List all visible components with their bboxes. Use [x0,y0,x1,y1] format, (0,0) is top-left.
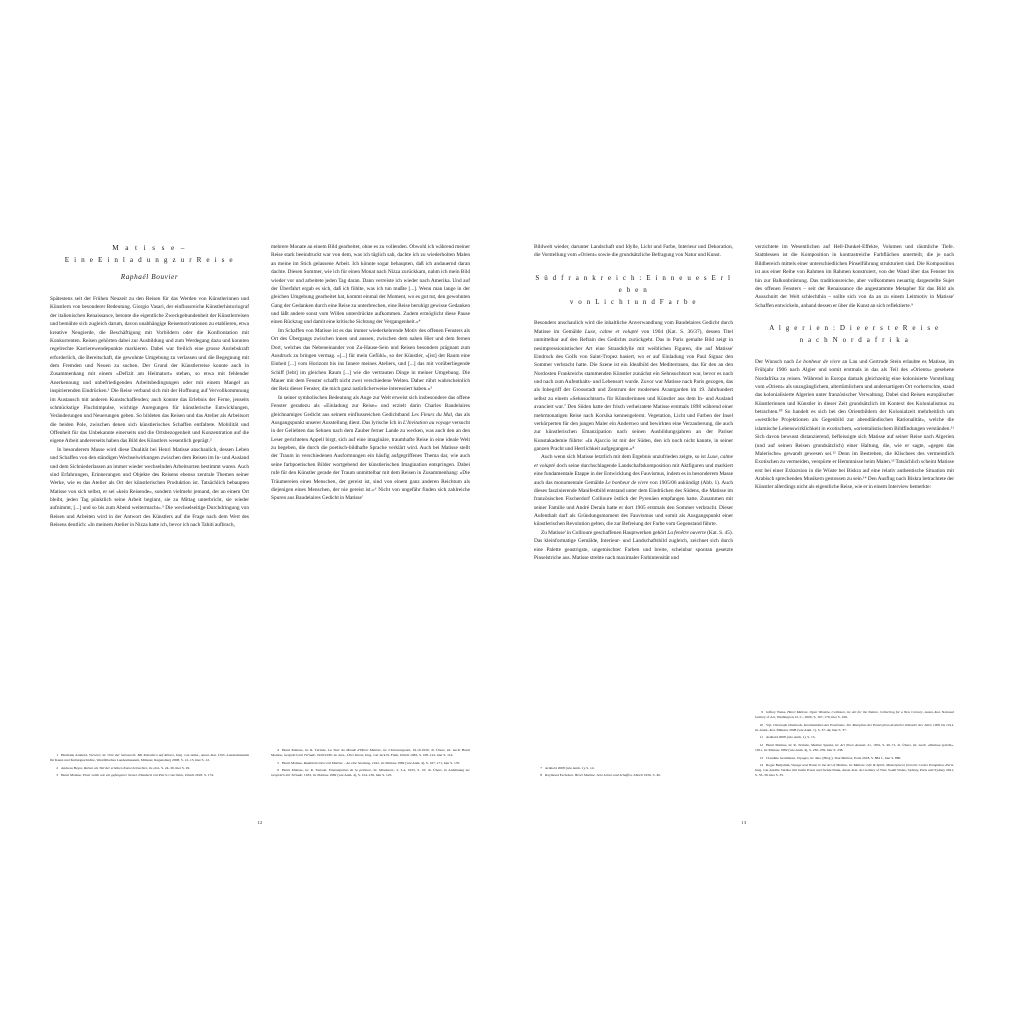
page-right-columns [534,243,954,763]
footnote-text: Arnhold 2008 (wie Anm. 1), S. 15. [766,735,816,740]
page-left-columns [50,243,470,763]
article-title-line-1: M a t i s s e – [112,244,187,252]
footnote-number: 13 [759,755,763,760]
footnote [755,735,954,740]
footnote-text: Arnhold 2008 (wie Anm. 1), S. 14. [545,765,595,770]
footnote-number: 7 [540,765,542,770]
page-number-right: 13 [741,820,747,825]
page-number-left: 12 [257,820,263,825]
page-left [50,243,470,825]
footnote-text: Andreas Beyer, Reisen als Teil der schönen Kunst betrachtet, in: ebd., S. 24–30, hier S. 29. [61,765,191,770]
section-heading-line-1: S ü d f r a n k r e i c h : E i n n e u e s E r l e b e n [535,273,732,294]
paragraph: mehrere Monate an einem Bild gearbeitet, ohne es zu vollenden. Obwohl ich während meiner Reise stark beeindruckt war von dem, was ich täglich sah, dachte ich zu wiederholten Malen an meine im Stich gelassene Arbeit. Ich könnte sogar behaupten, daß ich andauernd daran dachte. Diesen Sommer, wie ich für einen Monat nach Nizza zurückkam, nahm ich mein Bild wieder vor und arbeitete jeden Tag daran. Dann verreiste ich wieder nach Amerika. Und auf der Überfahrt ergab es sich, daß ich fühlte, was ich tun mußte [...]. Wenn man lange in der gleichen Umgebung gearbeitet hat, kommt einmal der Moment, wo es gut tut, den gewohnten Gang der Gedanken durch eine Reise zu unterbrechen, eine Reise beruhigt gewisse Gedanken und läßt andere sonst vom Willen unterdrückte aufkommen. Zudem ermöglicht diese Pause einen Rückzug und damit eine kritische Sichtung der Vergangenheit.»⁴ [271,244,470,326]
footnote-number: 12 [759,743,763,748]
paragraph: verzichtete im Wesentlichen auf Hell-Dunkel-Effekte, Volumen und räumliche Tiefe. Stattdessen ist die Komposition in kontrastreiche Farbflächen unterteilt, die je nach Bildbereich mittels einer unterschiedlichen Pinselführung strukturiert sind. Die Komposition ist aus einer Reihe von Rahmen im Rahmen konstruiert, von der Wand über das Fenster bis hin zur Balkonbrüstung. Das traditionsreiche, aber vollkommen neuartig dargestellte Sujet des offenen Fensters – seit der Renaissance die angestammte Metapher für das Bild als Ausschnitt der Welt schlechthin – sollte sich von da an zu einem Leitmotiv in Matisse' Schaffen entwickeln, anhand dessen er über die Kunst an sich reflektierte.⁹ [755,244,954,309]
section-heading-south-france [534,273,733,309]
footnote [755,723,954,733]
footnote-number: 4 [277,748,279,753]
page-right-column-1 [534,243,733,562]
footnotes-left-column-1 [50,753,249,781]
section-heading-line-2: v o n L i c h t u n d F a r b e [569,297,698,306]
footnote [50,773,249,778]
paragraph: Der Wunsch nach Le bonheur de vivre an Lau und Gertrude Stein erlaubte es Matisse, im Frühjahr 1906 nach Algier und somit erstmals in das als Teil des «Orients» gesehene Nordafrika zu reisen. Während in Europa damals gleichzeitig eine kolonisierte Vorstellung vom «Orient» als unzugänglichem, altertümlichem und andersartigem Ort vorherrschte, stand das kolonialisierte Algerien unter französischer Verwaltung. Dabei sind Reisen europäischer Künstlerinnen und Künstler in dieser Zeit grundsätzlich im Kontext des Kolonialismus zu betrachten.¹⁰ So handelt es sich bei den Orientbildern der Kolonialzeit mehrheitlich um «westliche Projektionen als Gegenbild zur abendländischen Rationalität», welche die islamische Lebenswirklichkeit in exotischem, «orientalistischem Bildfindungen verständen.¹¹ Sich davon bewusst distanzierend, befleissigte sich Matisse auf seiner Reise nach Algerien (und auf seinen Reisen grundsätzlich) einer Haltung, die, wie er sagte, «gegen das Malerische» gewandt gewesen sei.¹² Denn im Bestreben, die Klischees des vermeintlich Exotischen zu vermeiden, verspürte er Hemmnisse beim Malen.¹³ Tatsächlich scheint Matisse erst bei einer Exkursion in die Wüste bei Biskra auf eine relativ authentische Situation mit Arabisch sprechenden Musikern gestossen zu sein.¹⁴ Den Ausflug nach Biskra betrachtete der Künstler allerdings nicht als eigentliche Reise, wie er in einem Interview bemerkte: [755,358,954,491]
footnotes-right-column-2 [755,710,954,781]
footnote-text: Hermann Arnhold, Vorwort, in: Orte der Sehnsucht. Mit Künstlern auf Reisen, hrsg. von dems., Ausst.-Kat. LWL-Landesmuseum für Kunst und Kulturgeschichte, Westfälisches Landesmuseum, Münster, Regensburg 2008, S. 12–15, hier S. 12. [50,753,249,763]
footnote-text: Henri Matisse, Einer sollte wie ein gefangener Sessel. Plauderei mit Pierre Courthion, Zürich 2018, S. 174. [61,773,214,778]
footnote-text: Henri Matisse, in: R. Tériade, Emanzipation de la peinture, in: Minotaure, 3, 3-4, 1933, S. 10; dt. Übers. in Anlehnung an: Gespräch mit Tériade, 1933, in: Matisse 1982 (wie Anm. 4), S. 124–136, hier S. 125. [271,768,470,778]
article-author: Raphaël Bouvier [120,273,179,282]
paragraph: Besonders anschaulich wird die inhaltliche Anverwandlung vom Baudelaires Gedicht durch Matisse im Gemälde Luxe, calme et volupté von 1904 (Kat. S. 36/37), dessen Titel unmittelbar auf den Refrain des Gedichts zurückgeht. Das in Paris gemalte Bild zeigt in nesimpressionistischer Art eine Strandidylle mit weiblichen Figuren, die auf Matisse' Eindruck des Golfs von Saint-Tropez basiert, wo er auf Einladung von Paul Signac den Sommer verbracht hatte. Die Szene ist ein Idealbild des Mediterranen, das für den an den Nordosten Frankreichs stammenden Künstler zunächst ein Sehnsuchtsort war, bevor es nach und nach zum Aufenthalts- und Lebensort wurde. Zuvor war Matisse nach Paris gezogen, das als Inbegriff der Grossstadt und Zentrum der modernen Avantgarden im 19. Jahrhundert selbst zu einem «Sehnsuchtsort» für Künstlerinnen und Künstler aus dem In- und Ausland avanciert war.⁷ Den Süden hatte der frisch verheiratete Matisse erstmals 1898 während einer mehrmonatigen Reise nach Korsika kennengelernt. Vegetation, Licht und Farben der Insel verkörperten für den jungen Maler ein Anderswo und bewirkten eine Verzauberung, die auch zur künstlerischen Emanzipation nach seinen Ausbildungsjahren an der Pariser Kunstakademie führte: «In Ajaccio ist mir der Süden, den ich noch nicht kannte, in seiner ganzen Pracht und Herrlichkeit aufgegangen.»⁸ [534,320,733,453]
footnotes-right-column-1 [534,766,733,781]
footnote-number: 6 [277,768,279,773]
footnote [534,766,733,771]
section-heading-line-1: A l g e r i e n : D i e e r s t e R e i s e [769,324,940,332]
paragraph: Im Schaffen von Matisse ist es das immer wiederkehrende Motiv des offenen Fensters als Ort des Übergangs zwischen innen und aussen, zwischen dem nahen Hier und dem fernen Dort, welches das Nebeneinander von Zu-Hause-Sein und Reisen besonders prägnant zum Ausdruck zu bringen vermag. «[...] für mein Gefühl», so der Künstler, «[ist] der Raum eine Einheit [...] vom Horizont bis ins Innere meines Ateliers, und [...] das mit vorüberliegende Schiff [lebt] im gleichen Raum [...] wie die vertrauten Dinge in meiner Umgebung. Die Mauer mit dem Fenster schafft nicht zwei verschiedene Welten. Daher rührt wahrscheinlich der Reiz dieser Fenster, die mich ganz natürlicherweise interessiert haben.»⁵ [271,327,470,393]
paragraph: Spätestens seit der Frühen Neuzeit zu den Reisen für das Werden von Künstlerinnen und Künstlern von besonderer Bedeutung. Giorgio Vasari, der einflussreiche Künstlerhistoriograf der italienischen Renaissance, betonte die eigentliche Zweckgebundenheit der Künstlerreisen und bemühte sich zugleich darum, davon unabhängige Reisemotivationen zu etablieren, etwa kreative Neugierde, die Beschäftigung mit Vorbildern oder die Konfrontation mit Konkurrenten. Reisen gehörten dabei zur Ausbildung und zum Werdegang dazu und konnten regelrechte Karrierewendepunkte markieren. Dabei war freilich eine grosse Anriebskraft erforderlich, die Bereitschaft, die gewohnte Umgebung zu verlassen und die Begegnung mit dem Fremden und Neuen zu suchen. Der Grund der Künstlerreise konnte auch in Zusammenhang mit einem «Defizit am Heimatort» stehen, so etwa mit fehlender Anerkennung und unbefriedigenden Arbeitsbedingungen oder mit einem Mangel an inspirierenden Eindrücken.¹ Die Reise verband sich mit der Hoffnung auf Vervollkommnung im Austausch mit anderen Kunstschaffenden; auch konnte das Erlebnis der Ferne, jenseits schmückstige Fluchtimpulse, wichtige Anregungen für künstlerische Entwicklungen, Veränderungen und Neuerungen geben. So bildeten das Reisen und das Atelier als Arbeitsort die beiden Pole, zwischen denen sich künstlerisches Schaffen entfaltete. Mobilität und Offenheit für das Unbekannte einerseits und die Ortsbezogenheit und Konzentration auf die eigene Arbeit andererseits haben das Bild des Künstlers wesentlich geprägt.² [50,296,249,445]
footnote-number: 1 [56,753,58,758]
footnote-number: 2 [56,765,58,770]
article-title-block [50,243,249,281]
footnote-text: Roger Benjamin, Voyage and Vision in the Art of Matisse, in: Matisse. Life & Spirit. Masterpieces from the Centre Pompidou, Paris, hrsg. von Aurélie Verdier mit Justin Paton und Jackie Dunn, Ausst.-Kat. Art Gallery of New South Wales, Sydney, Paris und Sydney 2021, S. 33–39, hier S. 35. [755,763,954,778]
footnote-text: Vgl. Christoph Otterbeck, Kontinuitäten des Exotismus. Zur Rezeption der Poeterjienn deutscher Künstler der Jahre 1900 bis 1914, in: Ausst.-Kat. Münster 2008 (wie Anm. 1), S. 37–44, hier S. 37. [755,722,954,732]
paragraph: Auch wenn sich Matisse letztlich mit dem Ergebnis unzufrieden zeigte, so ist Luxe, calme et volupté doch seine durchschlagende Landschaftskomposition mit Aktfiguren und markiert eine fundamentale Etappe in der Entwicklung des Fauvismus, indem es in besonderem Masse auch das monumentale Gemälde Le bonheur de vivre von 1905/06 ankündigt (Abb. 1). Auch dieses faszinierende Manifestbild entstand unter dem Eindrücken des Südens, die Matisse im französischen Fischerdorf Collioure östlich der Pyrenäen empfangen hatte. Zusammen mit seiner Familie und André Derain hatte er dort 1905 erstmals den Sommer verbracht. Dieser Aufenthalt darf als Gründungsmoment des Fauvismus und somit als Ausgangspunkt einer künstlerischen Revolution gelten, die zur Befreiung der Farbe vom Gegenstand führte. [534,454,733,528]
footnote [755,756,954,761]
paragraph: In seiner symbolischen Bedeutung als Auge zur Welt erweist sich insbesondere das offene Fenster geradezu als «Einladung zur Reise» und erzielt darin Charles Baudelaires gleichnamiges Gedicht aus seinem einflussreichen Gedichtband Les Fleurs du Mal, das als Ausgangspunkt unserer Ausstellung dient. Das lyrische Ich in L'Invitation au voyage versucht in der Geliebten das Sehnen nach dem Zauber ferner Lande zu wecken, was auch den an den Leser gerichteten Appell birgt, sich auf eine imaginäre, traumhafte Reise in eine ideale Welt zu begeben, die durch die poetisch-bildhafte Sprache verklärt wird. Auch bei Matisse stellt der Traum in verschiedenen Ausformungen ein häufig aufgegriffenes Thema dar, wie auch seine farbpoetischen Bilder wortgebend der künstlerischen Imagination entspringen. Dabei rufe für den Künstler gerade der Traum unmittelbar mit dem Reisen in Zusammenhang: «Die Träumereien eines Menschen, der gereist ist, sind von einem ganz anderen Reichtum als diejenigen eines Menschen, der nie gereist ist.»⁶ Nicht von ungefähr finden sich zahlreiche Spuren aus Baudelaires Gedicht in Matisse' [271,394,470,502]
footnote [534,773,733,778]
footnote-number: 10 [759,722,763,727]
footnote-number: 14 [759,763,763,768]
page-left-column-2 [271,243,470,503]
footnote-number: 3 [56,773,58,778]
article-title-line-2: E i n e E i n l a d u n g z u r R e i s e [64,255,235,264]
page-right-column-2 [755,243,954,492]
section-heading-algeria [755,323,954,347]
footnote-number: 9 [761,710,763,715]
footnote-number: 8 [540,773,542,778]
footnotes-left-column-2 [271,748,470,781]
paragraph: Zu Matisse' in Collioure geschaffenen Hauptwerken gehört La fenêtre ouverte (Kat. S. 45). Das kleinformatige Gemälde, Interieur- und Landschaftsbild zugleich, zeichnet sich durch eine Palette geastrigste, ungemischter Farben und breite, scheinbar spontan gesetzte Pinselstriche aus. Matisse strebte nach maximaler Farbintensität und [534,529,734,561]
footnote [271,768,470,778]
page-right [534,243,954,825]
footnote-number: 11 [759,735,763,740]
footnote [755,710,954,720]
footnote [755,743,954,753]
footnote-number: 5 [277,760,279,765]
footnote [271,748,470,758]
footnote-text: Henri Matisse, in: R. Tériade, Matisse Speaks, in: Art News Annual, 21, 1952, S. 40–71, dt. Übers. zit. nach: «Matisse spricht», 1951, in: Matisse 1982 (wie Anm. 4), S. 230–239, hier S. 238. [755,743,954,753]
footnote-text: Claudine Grammont, Voyages, in: dies. (Hrsg.), Tout Matisse, Paris 2018, S. 884 f., hier S. 880. [766,755,902,760]
footnote-text: Jeffrey Weiss, Henri Matisse. Open Window, Collioure, in: Art for the Nation. Collecting for a New Century, Ausst.-Kat. National Gallery of Art, Washington, D. C., 2000, S. 167–170, hier S. 169. [755,710,954,720]
footnote [50,753,249,763]
paragraph: In besonderem Masse wird diese Dualität bei Henri Matisse anschaulich, dessen Leben und Schaffen von den ständigen Wechselwirkungen zwischen dem Reisen im In- und Ausland und dem Sichniederlassen an immer wieder wechselnden Arbeitsorten bestimmt waren. Auch sind Erfahrungen, Erinnerungen und Objekte des Reisens ebenso zentrale Themen seiner Werke, wie es das Atelier als Ort der künstlerischen Produktion ist. Tatsächlich bebaupten Matisse von sich selbst, er sei «kein Reisende», sondern vielmehr jemand, der an einem Ort bleibt, jeden Tag pünktlich seine Arbeit beginnt, sie zu Mittag unterbricht, sie wieder aufnimmt, [...] und so bis zum Abend weitermacht».³ Die wechselseitige Durchdringung von Reisen und Arbeiten wird in der Antwort des Künstlers auf die Frage nach dem Wert des Reisens deutlich: «In meinem Atelier in Nizza hatte ich, bevor ich nach Tahiti aufbrach, [50,446,249,529]
footnote-text: Raymond Escholier, Henri Matisse. Sein Leben und Schaffen, Zürich 1956, S. 40. [545,773,661,778]
paragraph: Bildwelt wieder, darunter Landschaft und Idylle, Licht und Farbe, Interieur und Dekoration, die Vorstellung vom «Orient» sowie die grundsätzliche Befragung von Natur und Kunst. [534,244,733,259]
section-heading-line-2: n a c h N o r d a f r i k a [799,335,910,344]
footnote [271,761,470,766]
footnote-text: Henri Matisse, Radiointerview mit Matisse – An eine Sendung, 1942, in: Matisse 1982 (wie Anm. 4), S. 167–171, hier S. 170. [282,760,461,765]
footnote [755,763,954,778]
footnote-text: Henri Matisse, in: R. Tériade, La Tour du Monde d'Henri Matisse, in: L'Intransigeant, 19.10.1930, dt. Übers. zit. nach: Henri Matisse, Gespräch mit Tériade, 1929/1930, in: ders., Über Kunst, hrsg. von Jack D. Flam, Zürich 1982, S. 108–122, hier S. 114. [271,748,470,758]
footnote [50,766,249,771]
page-left-column-1 [50,243,249,530]
